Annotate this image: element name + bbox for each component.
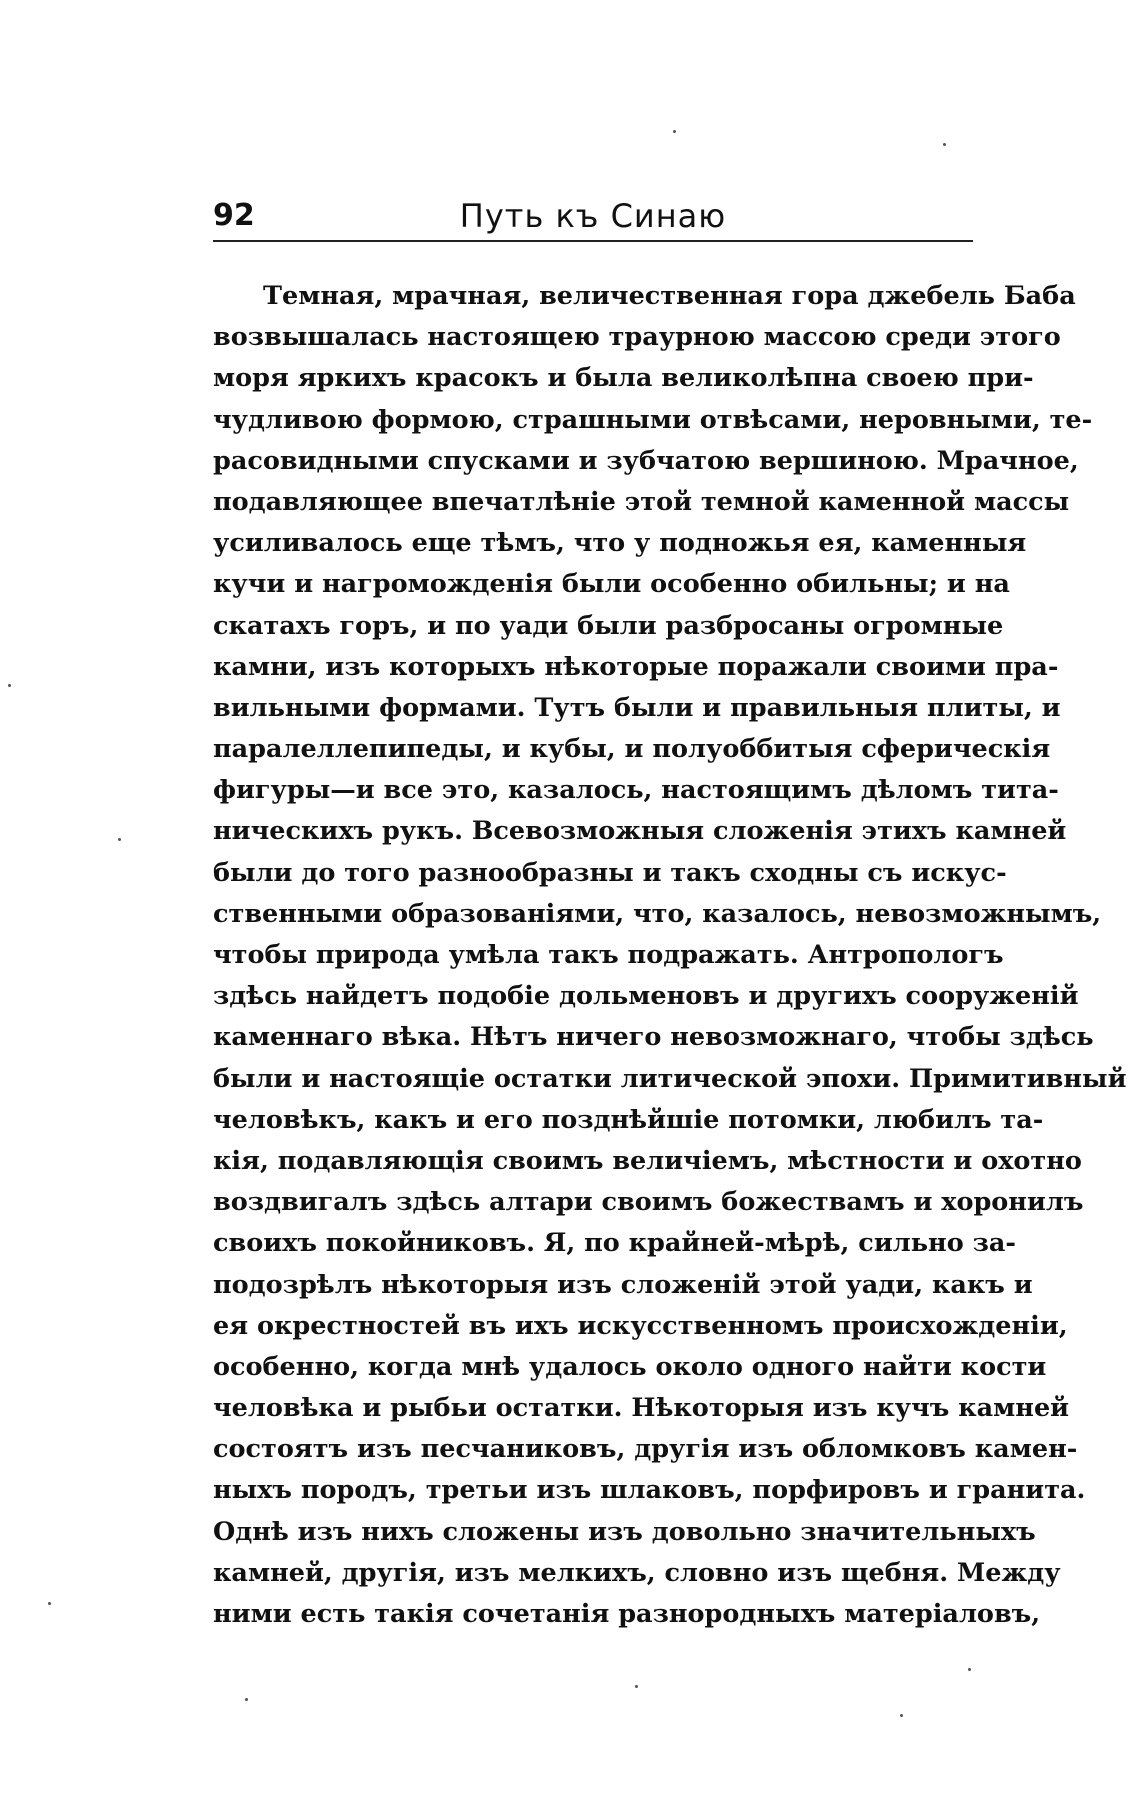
scan-speck <box>900 1714 903 1717</box>
text-line: своихъ покойниковъ. Я, по крайней-мѣрѣ, сильно за- <box>213 1228 1016 1259</box>
text-line: вильными формами. Тутъ были и правильныя плиты, и <box>213 692 1061 723</box>
text-line: подозрѣлъ нѣкоторыя изъ сложеній этой уади, какъ и <box>213 1269 1033 1300</box>
text-line: скатахъ горъ, и по уади были разбросаны огромные <box>213 610 1004 641</box>
text-line: чудливою формою, страшными отвѣсами, неровными, те- <box>213 404 1093 435</box>
running-title: Путь къ Синаю <box>459 197 727 235</box>
text-line: каменнаго вѣка. Нѣтъ ничего невозможнаго, чтобы здѣсь <box>213 1022 1094 1053</box>
scan-speck <box>118 838 121 841</box>
text-line: камней, другія, изъ мелкихъ, словно изъ щебня. Между <box>213 1557 1061 1588</box>
text-line: возвышалась настоящею траурною массою среди этого <box>213 322 1061 353</box>
text-line: ственными образованіями, что, казалось, невозможнымъ, <box>213 898 1102 929</box>
text-line: здѣсь найдетъ подобіе дольменовъ и другихъ сооруженій <box>213 981 1079 1012</box>
text-line: подавляющее впечатлѣніе этой темной каменной массы <box>213 486 1070 517</box>
text-line: расовидными спусками и зубчатою вершиною. Мрачное, <box>213 445 1079 476</box>
text-line: Темная, мрачная, величественная гора джебель Баба <box>263 281 1076 311</box>
scan-speck <box>673 130 676 133</box>
page-number: 92 <box>213 198 255 233</box>
text-line: ними есть такія сочетанія разнородныхъ матеріаловъ, <box>213 1599 1041 1629</box>
text-line: моря яркихъ красокъ и была великолѣпна своею при- <box>213 363 1034 394</box>
text-line: воздвигалъ здѣсь алтари своимъ божествамъ и хоронилъ <box>213 1187 1084 1218</box>
scan-speck <box>968 1668 971 1671</box>
text-line: усиливалось еще тѣмъ, что у подножья ея, каменныя <box>213 528 1027 559</box>
page-header <box>213 196 973 242</box>
text-line: ея окрестностей въ ихъ искусственномъ происхожденіи, <box>213 1310 1068 1341</box>
scan-speck <box>943 143 946 146</box>
text-line: кія, подавляющія своимъ величіемъ, мѣстности и охотно <box>213 1145 1082 1176</box>
text-line: кучи и нагроможденія были особенно обильны; и на <box>213 569 1010 600</box>
text-line: человѣкъ, какъ и его позднѣйшіе потомки, любилъ та- <box>213 1104 1044 1135</box>
body-text <box>213 276 1127 1635</box>
text-line: паралеллепипеды, и кубы, и полуоббитыя сферическія <box>213 734 1051 765</box>
text-line: были и настоящіе остатки литической эпохи. Примитивный <box>213 1063 1127 1094</box>
scan-speck <box>8 684 11 687</box>
text-line: Однѣ изъ нихъ сложены изъ довольно значительныхъ <box>213 1516 1036 1547</box>
text-line: особенно, когда мнѣ удалось около одного найти кости <box>213 1351 1047 1382</box>
text-line: чтобы природа умѣла такъ подражать. Антропологъ <box>213 940 1004 970</box>
text-line: были до того разнообразны и такъ сходны съ искус- <box>213 857 1007 888</box>
scan-speck <box>635 1685 638 1688</box>
text-line: ническихъ рукъ. Всевозможныя сложенія этихъ камней <box>213 816 1067 847</box>
scan-speck <box>48 1602 51 1605</box>
text-line: состоятъ изъ песчаниковъ, другія изъ обломковъ камен- <box>213 1434 1078 1465</box>
text-line: камни, изъ которыхъ нѣкоторые поражали своими пра- <box>213 651 1059 682</box>
text-line: фигуры—и все это, казалось, настоящимъ дѣломъ тита- <box>213 775 1059 806</box>
text-line: ныхъ породъ, третьи изъ шлаковъ, порфировъ и гранита. <box>213 1475 1086 1506</box>
text-line: человѣка и рыбьи остатки. Нѣкоторыя изъ кучъ камней <box>213 1393 1070 1424</box>
scan-speck <box>245 1698 248 1701</box>
